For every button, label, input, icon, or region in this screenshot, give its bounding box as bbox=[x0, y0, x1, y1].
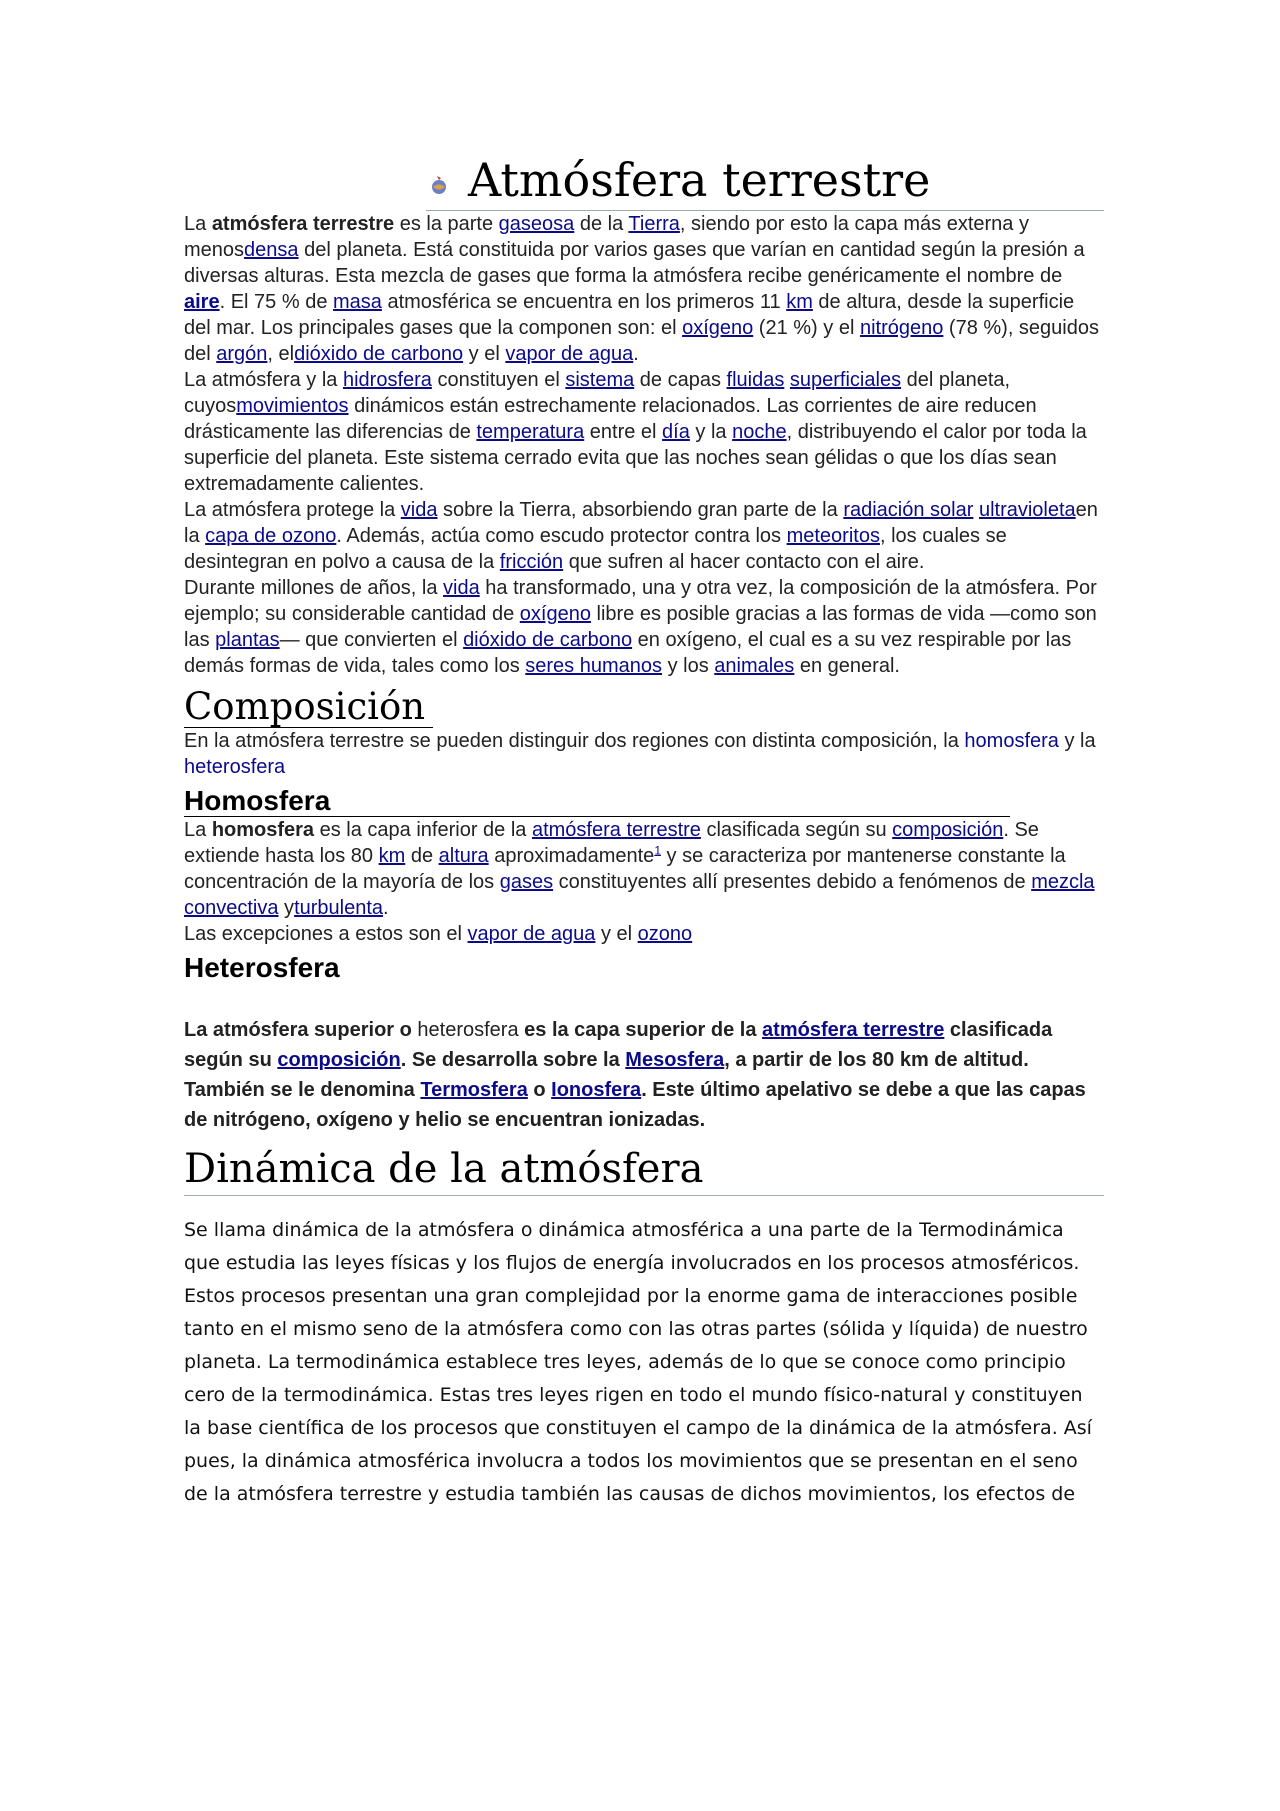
link-dia[interactable]: día bbox=[662, 421, 690, 443]
link-vapor-de-agua[interactable]: vapor de agua bbox=[505, 343, 634, 365]
link-convectiva[interactable]: convectiva bbox=[184, 897, 279, 919]
link-movimientos[interactable]: movimientos bbox=[236, 395, 349, 417]
link-composicion[interactable]: composición bbox=[892, 819, 1004, 841]
link-mesosfera[interactable]: Mesosfera bbox=[625, 1049, 725, 1071]
link-vida[interactable]: vida bbox=[400, 499, 438, 521]
homosfera-paragraph-2: Las excepciones a estos son el vapor de agua y el ozono bbox=[184, 923, 693, 945]
link-termosfera[interactable]: Termosfera bbox=[420, 1079, 528, 1101]
intro-paragraph-1: La atmósfera terrestre es la parte gaseosa de la Tierra, siendo por esto la capa más externa y menosdensa del planeta. Está constituida por varios gases que varían en cantidad según la presión a diversas alturas. Esta mezcla de gases que forma la atmósfera recibe genéricamente el nombre de aire. El 75 % de masa atmosférica se encuentra en los primeros 11 km de altura, desde la superficie del mar. Los principales gases que la componen son: el oxígeno (21 %) y el nitrógeno (78 %), seguidos del argón, eldióxido de carbono y el vapor de agua. bbox=[184, 213, 1099, 365]
link-turbulenta[interactable]: turbulenta bbox=[294, 897, 384, 919]
link-gaseosa[interactable]: gaseosa bbox=[498, 213, 575, 235]
dinamica-paragraph: Se llama dinámica de la atmósfera o dinámica atmosférica a una parte de la Termodinámica que estudia las leyes físicas y los flujos de energía involucrados en los procesos atmosféricos. Estos procesos presentan una gran complejidad por la enorme gama de interacciones posible tanto en el mismo seno de la atmósfera como con las otras partes (sólida y líquida) de nuestro planeta. La termodinámica establece tres leyes, además de lo que se conoce como principio cero de la termodinámica. Estas tres leyes rigen en todo el mundo físico-natural y constituyen la base científica de los procesos que constituyen el campo de la dinámica de la atmósfera. Así pues, la dinámica atmosférica involucra a todos los movimientos que se presentan en el seno de la atmósfera terrestre y estudia también las causas de dichos movimientos, los efectos de bbox=[184, 1219, 1092, 1505]
link-vapor-de-agua[interactable]: vapor de agua bbox=[467, 923, 596, 945]
link-argon[interactable]: argón bbox=[216, 343, 268, 365]
link-radiacion-solar[interactable]: radiación solar bbox=[843, 499, 974, 521]
link-dioxido-de-carbono[interactable]: dióxido de carbono bbox=[294, 343, 464, 365]
link-ultravioleta[interactable]: ultravioleta bbox=[978, 499, 1076, 521]
link-km[interactable]: km bbox=[378, 845, 406, 867]
intro-paragraph-2: La atmósfera y la hidrosfera constituyen el sistema de capas fluidas superficiales del planeta, cuyosmovimientos dinámicos están estrechamente relacionados. Las corrientes de aire reducen drásticamente las diferencias de temperatura entre el día y la noche, distribuyendo el calor por toda la superficie del planeta. Este sistema cerrado evita que las noches sean gélidas o que los días sean extremadamente calientes. bbox=[184, 369, 1087, 495]
link-atmosfera-terrestre[interactable]: atmósfera terrestre bbox=[531, 819, 701, 841]
link-densa[interactable]: densa bbox=[244, 239, 299, 261]
heterosfera-paragraph: La atmósfera superior o heterosfera es la capa superior de la atmósfera terrestre clasificada según su composición. Se desarrolla sobre la Mesosfera, a partir de los 80 km de altitud. También se le denomina Termosfera o Ionosfera. Este último apelativo se debe a que las capas de nitrógeno, oxígeno y helio se encuentran ionizadas. bbox=[184, 1019, 1086, 1131]
globe-icon bbox=[428, 174, 450, 196]
link-mezcla[interactable]: mezcla bbox=[1031, 871, 1095, 893]
link-ozono[interactable]: ozono bbox=[637, 923, 693, 945]
link-vida[interactable]: vida bbox=[443, 577, 480, 599]
link-hidrosfera[interactable]: hidrosfera bbox=[342, 369, 432, 391]
link-tierra[interactable]: Tierra bbox=[628, 213, 680, 235]
bold-term: atmósfera terrestre bbox=[211, 213, 395, 235]
link-meteoritos[interactable]: meteoritos bbox=[786, 525, 880, 547]
link-heterosfera[interactable]: heterosfera bbox=[184, 756, 286, 778]
link-homosfera[interactable]: homosfera bbox=[964, 730, 1059, 752]
link-nitrogeno[interactable]: nitrógeno bbox=[859, 317, 944, 339]
section-heading-composicion: Composición bbox=[184, 687, 433, 728]
link-temperatura[interactable]: temperatura bbox=[476, 421, 585, 443]
link-plantas[interactable]: plantas bbox=[215, 629, 280, 651]
link-aire[interactable]: aire bbox=[184, 291, 220, 313]
link-dioxido-de-carbono[interactable]: dióxido de carbono bbox=[463, 629, 633, 651]
section-heading-homosfera: Homosfera bbox=[184, 786, 1010, 817]
link-noche[interactable]: noche bbox=[732, 421, 787, 443]
link-fluidas[interactable]: fluidas bbox=[726, 369, 785, 391]
link-masa[interactable]: masa bbox=[333, 291, 382, 313]
link-superficiales[interactable]: superficiales bbox=[789, 369, 902, 391]
link-seres-humanos[interactable]: seres humanos bbox=[525, 655, 663, 677]
article-body bbox=[184, 150, 1104, 1511]
link-gases[interactable]: gases bbox=[499, 871, 554, 893]
link-km[interactable]: km bbox=[786, 291, 813, 313]
homosfera-paragraph-1: La homosfera es la capa inferior de la atmósfera terrestre clasificada según su composición. Se extiende hasta los 80 km de altura aproximadamente$^1$ y se caracteriza por mantenerse constante la concentración de la mayoría de los gases constituyentes allí presentes debido a fenómenos de mezcla convectiva yturbulenta. bbox=[184, 819, 1095, 919]
link-friccion[interactable]: fricción bbox=[499, 551, 564, 573]
footnote-link[interactable]: 1 bbox=[654, 843, 661, 858]
link-atmosfera-terrestre[interactable]: atmósfera terrestre bbox=[762, 1019, 945, 1041]
link-oxigeno[interactable]: oxígeno bbox=[519, 603, 591, 625]
link-altura[interactable]: altura bbox=[438, 845, 489, 867]
section-heading-dinamica: Dinámica de la atmósfera bbox=[184, 1143, 1104, 1196]
link-animales[interactable]: animales bbox=[714, 655, 795, 677]
page-title: Atmósfera terrestre bbox=[468, 153, 931, 207]
page-title-bar bbox=[426, 150, 1104, 211]
composicion-paragraph: En la atmósfera terrestre se pueden distinguir dos regiones con distinta composición, la homosfera y la heterosfera bbox=[184, 730, 1096, 778]
link-capa-de-ozono[interactable]: capa de ozono bbox=[205, 525, 337, 547]
link-oxigeno[interactable]: oxígeno bbox=[682, 317, 754, 339]
section-heading-heterosfera: Heterosfera bbox=[184, 952, 340, 983]
link-composicion[interactable]: composición bbox=[277, 1049, 401, 1071]
link-sistema[interactable]: sistema bbox=[565, 369, 635, 391]
intro-paragraph-4: Durante millones de años, la vida ha transformado, una y otra vez, la composición de la atmósfera. Por ejemplo; su considerable cantidad de oxígeno libre es posible gracias a las formas de vida —como son las plantas— que convierten el dióxido de carbono en oxígeno, el cual es a su vez respirable por las demás formas de vida, tales como los seres humanos y los animales en general. bbox=[184, 577, 1097, 677]
link-ionosfera[interactable]: Ionosfera bbox=[551, 1079, 642, 1101]
bold-term: homosfera bbox=[211, 819, 315, 841]
intro-paragraph-3: La atmósfera protege la vida sobre la Tierra, absorbiendo gran parte de la radiación solar ultravioletaen la capa de ozono. Además, actúa como escudo protector contra los meteoritos, los cuales se desintegran en polvo a causa de la fricción que sufren al hacer contacto con el aire. bbox=[184, 499, 1098, 573]
